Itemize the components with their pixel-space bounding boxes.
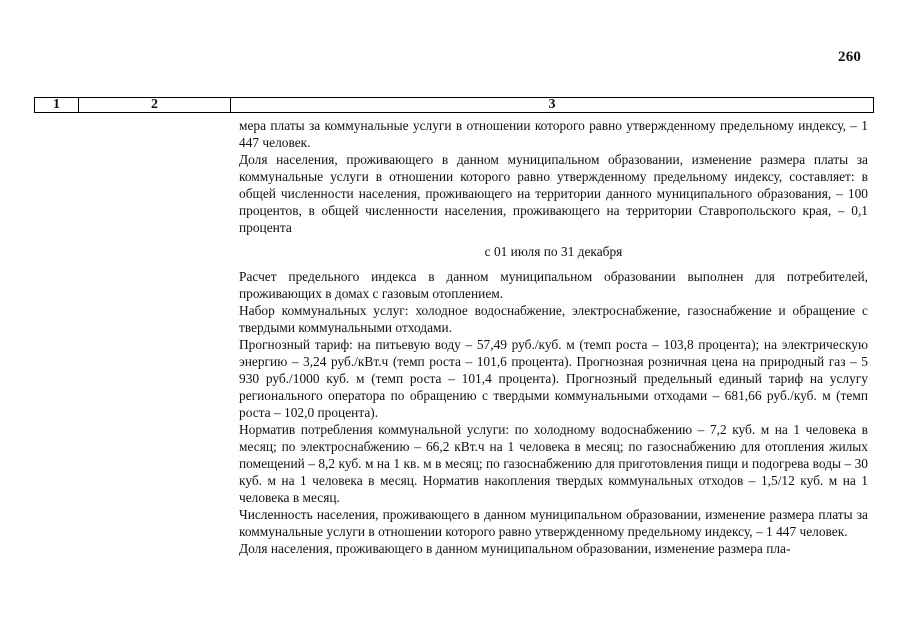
paragraph: мера платы за коммунальные услуги в отношении которого равно утвержденному предельному индексу, – 1 447 человек.	[239, 118, 868, 150]
paragraph: Расчет предельного индекса в данном муниципальном образовании выполнен для потребителей, проживающих в домах с газовым отоплением.	[239, 269, 868, 301]
paragraph: Доля населения, проживающего в данном муниципальном образовании, изменение размера пла-	[239, 541, 791, 556]
page-number: 260	[838, 49, 862, 65]
column-header-2: 2	[79, 98, 231, 112]
column-header-1: 1	[35, 98, 79, 112]
paragraph: Численность населения, проживающего в данном муниципальном образовании, изменение размера платы за коммунальные услуги в отношении которого равно утвержденному предельному индексу, – 1 447 человек.	[239, 507, 868, 539]
table-column-header	[34, 97, 874, 113]
paragraph: Набор коммунальных услуг: холодное водоснабжение, электроснабжение, газоснабжение и обращение с твердыми коммунальными отходами.	[239, 303, 868, 335]
paragraph: Доля населения, проживающего в данном муниципальном образовании, изменение размера платы за коммунальные услуги в отношении которого равно утвержденному предельному индексу, составляет: в общей численности населения, проживающего на территории данного муниципального образования, – 100 процентов, в общей численности населения, проживающего на территории Ставропольского края, – 0,1 процента	[239, 152, 868, 235]
paragraph: Прогнозный тариф: на питьевую воду – 57,49 руб./куб. м (темп роста – 103,8 процента); на электрическую энергию – 3,24 руб./кВт.ч (темп роста – 101,6 процента). Прогнозная розничная цена на природный газ – 5 930 руб./1000 куб. м (темп роста – 101,4 процента). Прогнозный предельный единый тариф на услугу регионального оператора по обращению с твердыми коммунальными отходами – 681,66 руб./куб. м (темп роста – 102,0 процента).	[239, 337, 868, 420]
document-body	[239, 117, 868, 557]
paragraph: Норматив потребления коммунальной услуги: по холодному водоснабжению – 7,2 куб. м на 1 человека в месяц; по электроснабжению – 66,2 кВт.ч на 1 человека в месяц; по газоснабжению для отопления жилых помещений – 8,2 куб. м на 1 кв. м в месяц; по газоснабжению для приготовления пищи и подогрева воды – 30 куб. м на 1 человека в месяц. Норматив накопления твердых коммунальных отходов – 1,5/12 куб. м на 1 человека в месяц.	[239, 422, 868, 505]
period-heading: с 01 июля по 31 декабря	[484, 244, 623, 259]
column-header-3: 3	[548, 97, 556, 112]
